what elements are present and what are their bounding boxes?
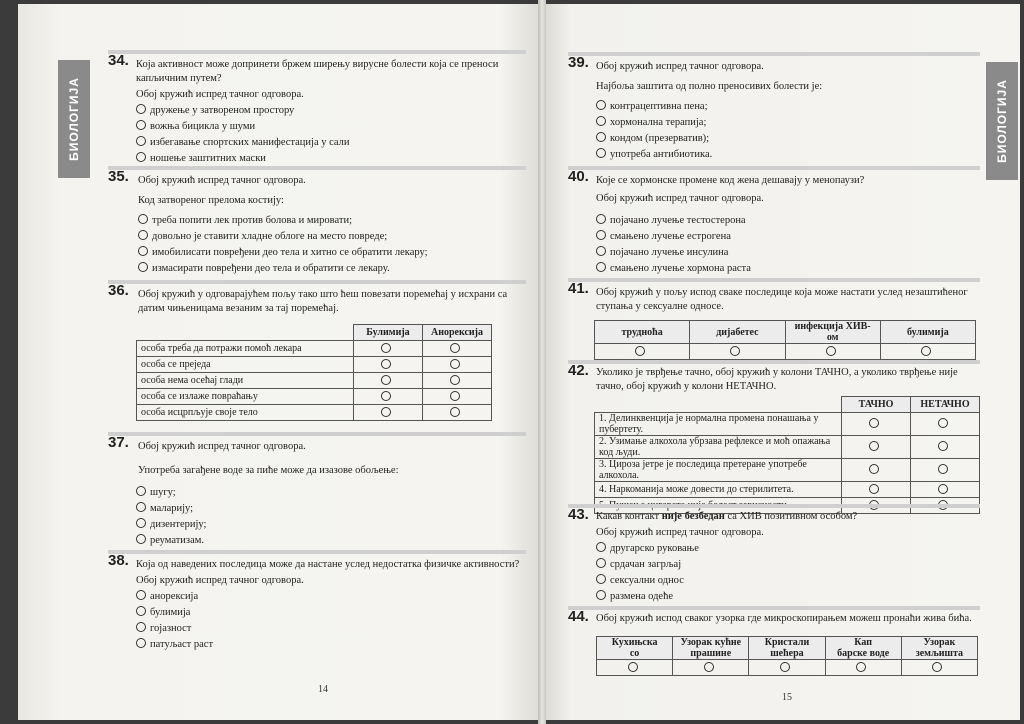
table-row [137, 405, 492, 421]
answer-option[interactable]: смањено лучење хормона раста [596, 262, 751, 276]
question-36 [108, 280, 526, 430]
answer-option[interactable]: дружење у затвореном простору [136, 104, 294, 118]
answer-option[interactable]: ношење заштитних маски [136, 152, 266, 166]
row-label: особа исцрпљује своје тело [137, 405, 354, 421]
answer-option[interactable]: сексуални однос [596, 574, 684, 588]
radio-circle-icon [136, 136, 146, 146]
answer-cell[interactable] [785, 344, 880, 360]
radio-circle-icon [938, 441, 948, 451]
question-rule [568, 278, 980, 282]
radio-circle-icon [138, 262, 148, 272]
radio-circle-icon [381, 391, 391, 401]
row-label: 2. Узимање алкохола убрзава рефлексе и моћ опажања код људи. [595, 436, 842, 459]
table-row [597, 660, 978, 676]
radio-circle-icon [450, 391, 460, 401]
radio-circle-icon [381, 343, 391, 353]
column-header: булимија [880, 321, 975, 344]
subject-tab-right [986, 62, 1018, 180]
row-label: особа се излаже повраћању [137, 389, 354, 405]
question-instruction: Обој кружић испред тачног одговора. [136, 89, 304, 100]
table-row [137, 389, 492, 405]
column-header: Булимија [354, 325, 423, 341]
table-corner [595, 397, 842, 413]
radio-circle-icon [856, 662, 866, 672]
answer-cell[interactable] [354, 373, 423, 389]
table-row [137, 341, 492, 357]
table-header-row [595, 397, 980, 413]
radio-circle-icon [704, 662, 714, 672]
radio-circle-icon [780, 662, 790, 672]
book-gutter [538, 0, 546, 724]
row-label: особа се преједа [137, 357, 354, 373]
answer-option[interactable]: срдачан загрљај [596, 558, 681, 572]
radio-circle-icon [136, 638, 146, 648]
table-row [595, 459, 980, 482]
answer-option[interactable]: дизентерију; [136, 518, 206, 532]
answer-option[interactable]: имобилисати повређени део тела и хитно се обратити лекару; [138, 246, 428, 260]
answer-cell[interactable] [842, 413, 911, 436]
question-number: 41. [568, 280, 589, 297]
answer-option[interactable]: булимија [136, 606, 190, 620]
question-number: 42. [568, 362, 589, 379]
radio-circle-icon [136, 120, 146, 130]
answer-cell[interactable] [423, 389, 492, 405]
radio-circle-icon [596, 246, 606, 256]
radio-circle-icon [450, 359, 460, 369]
question-44 [568, 606, 980, 682]
radio-circle-icon [136, 606, 146, 616]
question-instruction: Обој кружић испред тачног одговора. [136, 575, 304, 586]
question-text: Обој кружић у пољу испод сваке последице која може настати услед незаштићеног ступања у сексуалне односе. [596, 287, 968, 312]
radio-circle-icon [138, 246, 148, 256]
question-instruction: Обој кружић испред тачног одговора. [596, 527, 764, 538]
radio-circle-icon [730, 346, 740, 356]
table-row [595, 413, 980, 436]
table-header-row [137, 325, 492, 341]
radio-circle-icon [869, 418, 879, 428]
answer-option[interactable]: треба попити лек против болова и мировати; [138, 214, 352, 228]
question-number: 34. [108, 52, 129, 69]
column-header: Анорексија [423, 325, 492, 341]
radio-circle-icon [869, 464, 879, 474]
table-corner [137, 325, 354, 341]
question-39 [568, 52, 980, 166]
radio-circle-icon [826, 346, 836, 356]
answer-option[interactable]: другарско руковање [596, 542, 699, 556]
radio-circle-icon [450, 343, 460, 353]
table-row [137, 357, 492, 373]
answer-option[interactable]: шугу; [136, 486, 176, 500]
question-38 [108, 550, 526, 650]
answer-cell[interactable] [423, 405, 492, 421]
answer-cell[interactable] [423, 341, 492, 357]
radio-circle-icon [136, 518, 146, 528]
column-header: ТАЧНО [842, 397, 911, 413]
question-34 [108, 50, 526, 168]
question-instruction: Обој кружић испред тачног одговора. [138, 441, 306, 452]
answer-option[interactable]: измасирати повређени део тела и обратити се лекару. [138, 262, 390, 276]
question-rule [108, 166, 526, 170]
question-text: Обој кружић испод сваког узорка где микроскопирањем можеш пронаћи жива бића. [596, 613, 972, 624]
question-number: 35. [108, 168, 129, 185]
answer-option[interactable]: размена одеће [596, 590, 673, 604]
answer-option[interactable]: анорексија [136, 590, 198, 604]
answer-option[interactable]: избегавање спортских манифестација у сали [136, 136, 350, 150]
radio-circle-icon [136, 486, 146, 496]
radio-circle-icon [596, 590, 606, 600]
question-text: Које се хормонске промене код жена дешавају у менопаузи? [596, 175, 865, 186]
answer-cell[interactable] [911, 436, 980, 459]
radio-circle-icon [635, 346, 645, 356]
question-text: Која од наведених последица може да настане услед недостатка физичке активности? [136, 559, 520, 570]
row-label: особа треба да потражи помоћ лекара [137, 341, 354, 357]
answer-option[interactable]: гојазност [136, 622, 191, 636]
radio-circle-icon [450, 375, 460, 385]
question-text: Најбоља заштита од полно преносивих болести је: [596, 81, 823, 92]
answer-cell[interactable] [901, 660, 977, 676]
answer-cell[interactable] [423, 373, 492, 389]
answer-cell[interactable] [597, 660, 673, 676]
emphasis-text: није безбедан [661, 511, 725, 522]
answer-cell[interactable] [842, 436, 911, 459]
answer-option[interactable]: реуматизам. [136, 534, 204, 548]
sample-table [596, 636, 978, 676]
radio-circle-icon [938, 418, 948, 428]
question-41 [568, 278, 980, 358]
subject-tab-left-label: БИОЛОГИЈА [67, 77, 81, 161]
question-text: Обој кружић у одговарајућем пољу тако што ћеш повезати поремећај у исхрани са датим чињеницама везаним за тај поремећај. [138, 289, 508, 314]
radio-circle-icon [450, 407, 460, 417]
question-number: 39. [568, 54, 589, 71]
question-number: 37. [108, 434, 129, 451]
question-number: 43. [568, 506, 589, 523]
row-label: 1. Делинквенција је нормална промена понашања у пубертету. [595, 413, 842, 436]
question-text: Код затвореног прелома костију: [138, 195, 284, 206]
radio-circle-icon [628, 662, 638, 672]
answer-option[interactable]: вожња бицикла у шуми [136, 120, 255, 134]
question-instruction: Обој кружић испред тачног одговора. [138, 175, 306, 186]
row-label: 4. Наркоманија може довести до стерилитета. [595, 482, 842, 498]
answer-cell[interactable] [595, 344, 690, 360]
question-text: Какав контакт није безбедан са ХИВ позитивном особом? [596, 511, 858, 522]
question-text: Која активност може допринети бржем ширењу вирусне болести која се преноси капљичним путем? [136, 59, 499, 84]
radio-circle-icon [136, 622, 146, 632]
question-rule [108, 432, 526, 436]
question-rule [108, 550, 526, 554]
radio-circle-icon [138, 214, 148, 224]
answer-cell[interactable] [825, 660, 901, 676]
radio-circle-icon [938, 484, 948, 494]
radio-circle-icon [138, 230, 148, 240]
answer-cell[interactable] [842, 482, 911, 498]
answer-option[interactable]: патуљаст раст [136, 638, 213, 652]
table-row [595, 344, 976, 360]
column-header: Кап барске воде [825, 637, 901, 660]
question-rule [568, 606, 980, 610]
answer-option[interactable]: смањено лучење естрогена [596, 230, 731, 244]
question-number: 40. [568, 168, 589, 185]
answer-cell[interactable] [354, 357, 423, 373]
answer-cell[interactable] [354, 389, 423, 405]
subject-tab-right-label: БИОЛОГИЈА [995, 79, 1009, 163]
table-header-row [595, 321, 976, 344]
answer-option[interactable]: употреба антибиотика. [596, 148, 712, 162]
radio-circle-icon [932, 662, 942, 672]
answer-cell[interactable] [423, 357, 492, 373]
column-header: Кухињска со [597, 637, 673, 660]
radio-circle-icon [869, 484, 879, 494]
answer-cell[interactable] [690, 344, 785, 360]
column-header: трудноћа [595, 321, 690, 344]
true-false-table [594, 396, 980, 514]
answer-cell[interactable] [354, 405, 423, 421]
page-number-right: 15 [782, 692, 792, 703]
answer-cell[interactable] [911, 482, 980, 498]
question-rule [568, 504, 980, 508]
question-text: Уколико је тврђење тачно, обој кружић у колони ТАЧНО, а уколико тврђење није тачно, обој кружић у колони НЕТАЧНО. [596, 367, 958, 392]
question-number: 36. [108, 282, 129, 299]
answer-option[interactable]: контрацептивна пена; [596, 100, 708, 114]
answer-cell[interactable] [880, 344, 975, 360]
radio-circle-icon [136, 104, 146, 114]
question-43 [568, 504, 980, 604]
radio-circle-icon [596, 100, 606, 110]
radio-circle-icon [381, 359, 391, 369]
radio-circle-icon [596, 214, 606, 224]
answer-cell[interactable] [842, 459, 911, 482]
table-row [595, 482, 980, 498]
radio-circle-icon [136, 502, 146, 512]
row-label: 3. Цироза јетре је последица претеране употребе алкохола. [595, 459, 842, 482]
radio-circle-icon [136, 152, 146, 162]
radio-circle-icon [921, 346, 931, 356]
radio-circle-icon [136, 534, 146, 544]
radio-circle-icon [596, 132, 606, 142]
question-rule [568, 166, 980, 170]
question-42 [568, 360, 980, 504]
answer-cell[interactable] [673, 660, 749, 676]
column-header: НЕТАЧНО [911, 397, 980, 413]
radio-circle-icon [596, 230, 606, 240]
question-rule [568, 360, 980, 364]
answer-option[interactable]: кондом (презерватив); [596, 132, 709, 146]
radio-circle-icon [869, 441, 879, 451]
radio-circle-icon [596, 148, 606, 158]
answer-cell[interactable] [749, 660, 825, 676]
radio-circle-icon [938, 464, 948, 474]
answer-option[interactable]: појачано лучење инсулина [596, 246, 728, 260]
radio-circle-icon [381, 407, 391, 417]
table-row [595, 436, 980, 459]
question-text: Употреба загађене воде за пиће може да изазове обољење: [138, 465, 399, 476]
question-rule [108, 280, 526, 284]
table-row [137, 373, 492, 389]
row-label: особа нема осећај глади [137, 373, 354, 389]
answer-option[interactable]: хормонална терапија; [596, 116, 706, 130]
radio-circle-icon [596, 116, 606, 126]
radio-circle-icon [596, 542, 606, 552]
matching-table [136, 324, 492, 421]
column-header: Узорак земљишта [901, 637, 977, 660]
column-header: дијабетес [690, 321, 785, 344]
radio-circle-icon [596, 558, 606, 568]
answer-option[interactable]: довољно је ставити хладне облоге на место повреде; [138, 230, 387, 244]
table-header-row [597, 637, 978, 660]
question-number: 44. [568, 608, 589, 625]
consequence-table [594, 320, 976, 360]
question-35 [108, 166, 526, 278]
question-instruction: Обој кружић испред тачног одговора. [596, 193, 764, 204]
radio-circle-icon [596, 262, 606, 272]
question-rule [568, 52, 980, 56]
question-number: 38. [108, 552, 129, 569]
column-header: Узорак кућне прашине [673, 637, 749, 660]
radio-circle-icon [596, 574, 606, 584]
question-instruction: Обој кружић испред тачног одговора. [596, 61, 764, 72]
question-rule [108, 50, 526, 54]
answer-option[interactable]: појачано лучење тестостерона [596, 214, 746, 228]
question-40 [568, 166, 980, 278]
question-37 [108, 432, 526, 548]
answer-cell[interactable] [911, 459, 980, 482]
subject-tab-left [58, 60, 90, 178]
answer-option[interactable]: маларију; [136, 502, 193, 516]
answer-cell[interactable] [911, 413, 980, 436]
radio-circle-icon [381, 375, 391, 385]
radio-circle-icon [136, 590, 146, 600]
column-header: Кристали шећера [749, 637, 825, 660]
column-header: инфекција ХИВ-ом [785, 321, 880, 344]
page-number-left: 14 [318, 684, 328, 695]
answer-cell[interactable] [354, 341, 423, 357]
